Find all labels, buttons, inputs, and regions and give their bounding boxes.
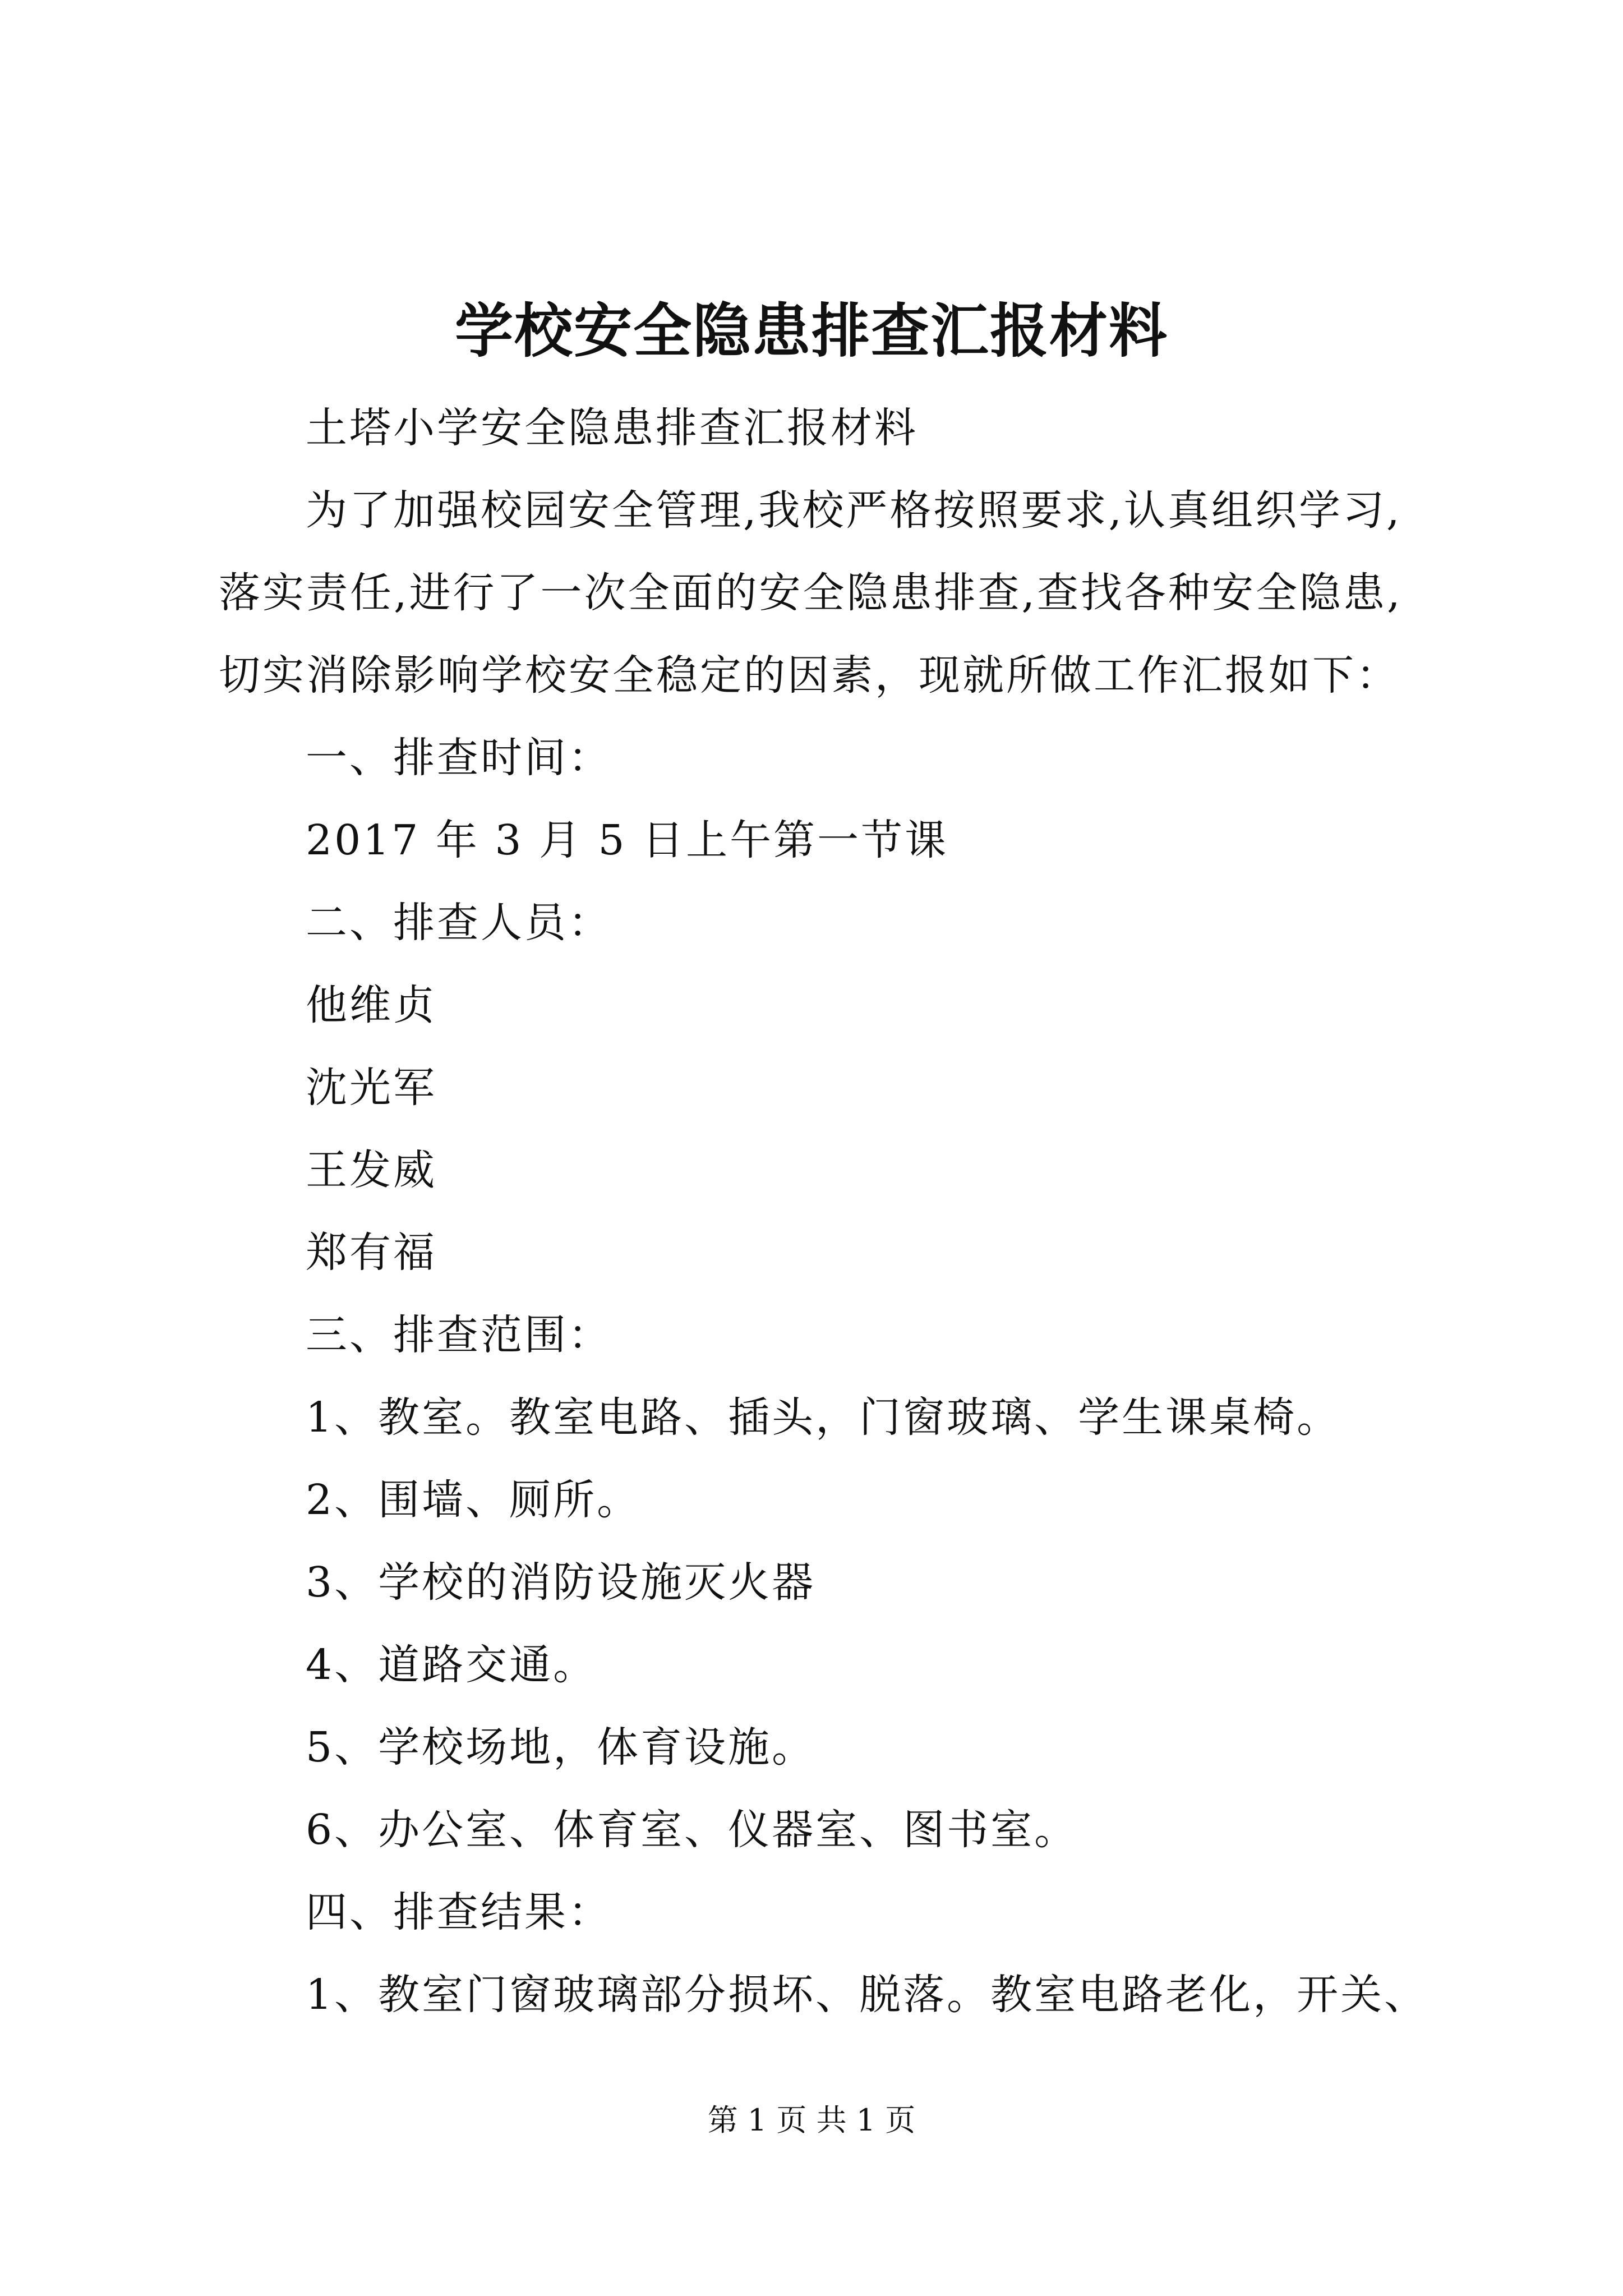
document-title: 学校安全隐患排查汇报材料 — [454, 296, 1168, 365]
scope-item: 4、道路交通。 — [306, 1641, 597, 1689]
section-result-heading: 四、排查结果： — [306, 1888, 612, 1936]
scope-item: 6、办公室、体育室、仪器室、图书室。 — [306, 1806, 1078, 1854]
staff-name: 郑有福 — [306, 1228, 437, 1277]
inspection-time: 2017 年 3 月 5 日上午第一节课 — [306, 816, 949, 864]
scope-item: 3、学校的消防设施灭火器 — [306, 1558, 816, 1607]
intro-line-3: 切实消除影响学校安全稳定的因素，现就所做工作汇报如下： — [219, 651, 1400, 700]
document-body — [219, 387, 1428, 2036]
section-staff-heading: 二、排查人员： — [306, 899, 612, 947]
staff-name: 沈光军 — [306, 1064, 437, 1112]
intro-line-2: 落实责任,进行了一次全面的安全隐患排查,查找各种安全隐患, — [219, 569, 1403, 617]
page-number-footer: 第 1 页 共 1 页 — [707, 2102, 916, 2138]
result-item: 1、教室门窗玻璃部分损坏、脱落。教室电路老化，开关、 — [306, 1971, 1428, 2019]
subtitle-line: 土塔小学安全隐患排查汇报材料 — [306, 404, 918, 452]
section-time-heading: 一、排查时间： — [306, 734, 612, 782]
intro-line-1: 为了加强校园安全管理,我校严格按照要求,认真组织学习, — [306, 486, 1402, 535]
staff-name: 他维贞 — [306, 981, 437, 1029]
section-scope-heading: 三、排查范围： — [306, 1311, 612, 1359]
scope-item: 2、围墙、厕所。 — [306, 1476, 641, 1524]
scope-item: 5、学校场地，体育设施。 — [306, 1723, 816, 1772]
staff-name: 王发威 — [306, 1146, 437, 1194]
scope-item: 1、教室。教室电路、插头，门窗玻璃、学生课桌椅。 — [306, 1393, 1341, 1442]
